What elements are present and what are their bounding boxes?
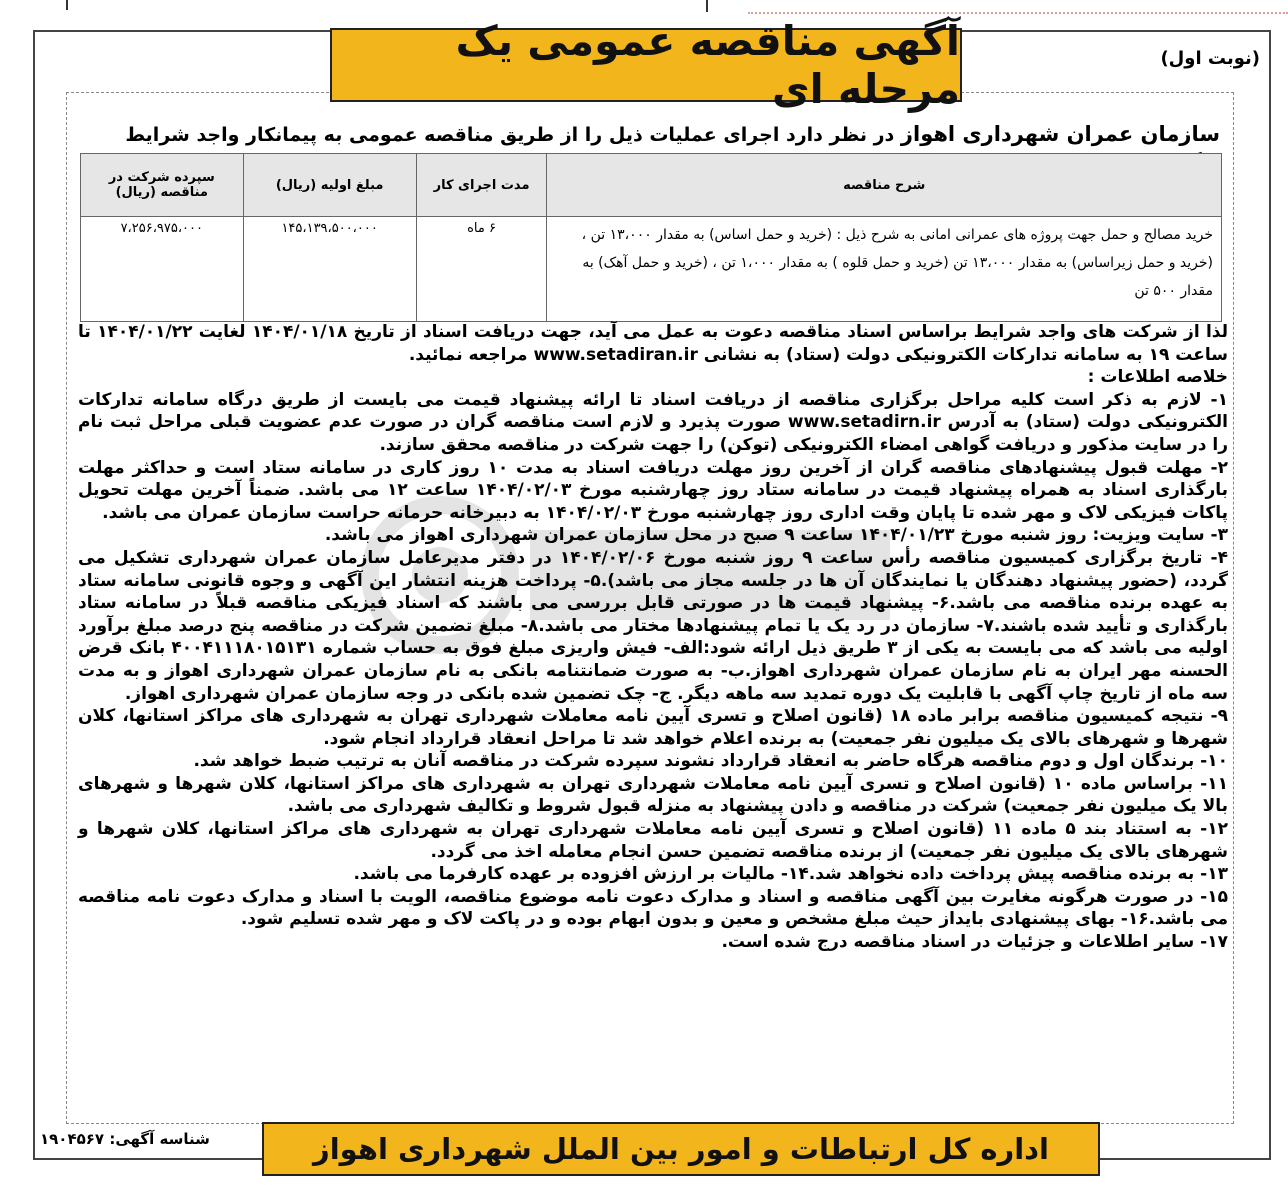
table-header-row — [81, 154, 1222, 217]
header-description: شرح مناقصه — [547, 154, 1222, 217]
invitation-paragraph: لذا از شرکت های واجد شرایط براساس اسناد مناقصه دعوت به عمل می آید، جهت دریافت اسناد از تاریخ ۱۴۰۴/۰۱/۱۸ لغایت ۱۴۰۴/۰۱/۲۲ تا ساعت ۱۹ به سامانه تدارکات الکترونیکی دولت (ستاد) به نشانی www.setadiran.ir مراجعه نمائید. — [78, 322, 1228, 365]
top-divider-left — [66, 0, 68, 10]
clause-4-8: ۴- تاریخ برگزاری کمیسیون مناقصه رأس ساعت ۹ روز شنبه مورخ ۱۴۰۴/۰۲/۰۶ در دفتر مدیرعامل سازمان عمران شهرداری تشکیل می گردد، (حضور پیشنهاد دهندگان یا نمایندگان آن ها در جلسه مجاز می باشد).۵- پرداخت هزینه انتشار این آگهی و وجوه قانونی سامانه ستاد به عهده برنده مناقصه می باشد.۶- پیشنهاد قیمت ها در صورتی قابل بررسی می باشند که اسناد فیزیکی مناقصه قبلاً در سامانه ستاد بارگذاری و تأیید شده باشند.۷- سازمان در رد یک یا تمام پیشنهادها مختار می باشد.۸- مبلغ تضمین شرکت در مناقصه پنج درصد مبلغ برآورد اولیه می باشد که می بایست به یکی از ۳ طریق ذیل ارائه شود:الف- فیش واریزی مبلغ فوق به حساب شماره ۴۰۰۴۱۱۱۸۰۱۵۱۳۱ بانک قرض الحسنه مهر ایران به نام سازمان عمران شهرداری اهواز.ب- به صورت ضمانتنامه بانکی به نام سازمان عمران شهرداری اهواز و به مدت سه ماه از تاریخ چاپ آگهی با قابلیت یک دوره تمدید سه ماهه دیگر. ج- چک تضمین شده بانکی در وجه سازمان عمران شهرداری اهواز. — [78, 547, 1229, 704]
header-deposit: سپرده شرکت در مناقصه (ریال) — [81, 154, 244, 217]
clause-15-16: ۱۵- در صورت هرگونه مغایرت بین آگهی مناقصه و اسناد و مدارک دعوت نامه موضوع مناقصه، الویت با اسناد و مدارک دعوت نامه مناقصه می باشد.۱۶- بهای پیشنهادی بایداز حیث مبلغ مشخص و معین و بدون ابهام بوده و در پاکت لاک و مهر شده تسلیم شود. — [78, 886, 1228, 930]
clause-17: ۱۷- سایر اطلاعات و جزئیات در اسناد مناقصه درج شده است. — [721, 932, 1228, 953]
tender-table — [80, 153, 1222, 322]
clause-2: ۲- مهلت قبول پیشنهادهای مناقصه گران از آخرین روز مهلت دریافت اسناد به مدت ۱۰ روز کاری در سامانه ستاد است و حداکثر مهلت بارگذاری اسناد به همراه پیشنهاد قیمت در سامانه ستاد روز چهارشنبه مورخ ۱۴۰۴/۰۲/۰۳ ساعت ۱۲ می باشد. ضمناً آخرین مهلت تحویل پاکات فیزیکی لاک و مهر شده تا پایان وقت اداری روز چهارشنبه مورخ ۱۴۰۴/۰۲/۰۳ به دبیرخانه حرمانه حراست سازمان عمران می باشد. — [78, 457, 1229, 523]
top-dotted-rule — [748, 0, 1288, 14]
clause-13-14: ۱۳- به برنده مناقصه پیش پرداخت داده نخواهد شد.۱۴- مالیات بر ارزش افزوده بر عهده کارفرما می باشد. — [353, 864, 1228, 885]
clause-10: ۱۰- برندگان اول و دوم مناقصه هرگاه حاضر به انعقاد قرارداد نشوند سپرده شرکت در مناقصه آنان به ترتیب ضبط خواهد شد. — [193, 751, 1228, 772]
header-duration: مدت اجرای کار — [416, 154, 547, 217]
clause-1: ۱- لازم به ذکر است کلیه مراحل برگزاری مناقصه از دریافت اسناد تا ارائه پیشنهاد قیمت می بایست از طریق درگاه سامانه تدارکات الکترونیکی دولت (ستاد) به آدرس www.setadirn.ir صورت پذیرد و لازم است مناقصه گران در صورت عدم عضویت قبلی مراحل ثبت نام را در سایت مذکور و دریافت گواهی امضاء الکترونیکی (توکن) را جهت شرکت در مناقصه محقق سازند. — [78, 389, 1228, 455]
clause-9: ۹- نتیجه کمیسیون مناقصه برابر ماده ۱۸ (قانون اصلاح و تسری آیین نامه معاملات شهرداری تهران به شهرداری های مراکز استانها، کلان شهرها و شهرهای بالای یک میلیون نفر جمعیت) به برنده اعلام خواهد شد تا مراحل انعقاد قرارداد انجام شود. — [78, 706, 1228, 749]
header-amount: مبلغ اولیه (ریال) — [243, 154, 416, 217]
table-row — [81, 217, 1222, 322]
clause-12: ۱۲- به استناد بند ۵ ماده ۱۱ (قانون اصلاح و تسری آیین نامه معاملات شهرداری تهران به شهرداری های مراکز استانها، کلان شهرها و شهرهای بالای یک میلیون نفر جمعیت) از برنده مناقصه تضمین حسن انجام معامله اخذ می گردد. — [78, 819, 1228, 862]
round-label: (نوبت اول) — [1160, 48, 1260, 69]
notice-id: شناسه آگهی: ۱۹۰۴۵۶۷ — [40, 1130, 210, 1148]
intro-text: در نظر دارد اجرای عملیات ذیل را از طریق مناقصه عمومی به پیمانکار واجد شرایط — [125, 124, 895, 146]
top-divider — [706, 0, 708, 12]
footer-title: اداره کل ارتباطات و امور بین الملل شهرداری اهواز — [262, 1122, 1100, 1176]
page-title: آگهی مناقصه عمومی یک مرحله ای — [330, 28, 962, 102]
row-amount: ۱۴۵،۱۳۹،۵۰۰،۰۰۰ — [243, 217, 416, 322]
notice-body — [78, 321, 1228, 954]
clause-3: ۳- سایت ویزیت: روز شنبه مورخ ۱۴۰۴/۰۱/۲۳ ساعت ۹ صبح در محل سازمان عمران شهرداری اهواز می باشد. — [324, 525, 1228, 546]
row-description: خرید مصالح و حمل جهت پروژه های عمرانی امانی به شرح ذیل : (خرید و حمل اساس) به مقدار ۱۳،۰۰۰ تن ، (خرید و حمل زیراساس) به مقدار ۱۳،۰۰۰ تن (خرید و حمل قلوه ) به مقدار ۱،۰۰۰ تن ، (خرید و حمل آهک) به مقدار ۵۰۰ تن — [547, 217, 1222, 322]
clause-11: ۱۱- براساس ماده ۱۰ (قانون اصلاح و تسری آیین نامه معاملات شهرداری تهران به شهرداری های مراکز استانها، کلان شهرها و شهرهای بالا یک میلیون نفر جمعیت) شرکت در مناقصه و دادن پیشنهاد به منزله قبول شروط و تکالیف شهرداری می باشد. — [78, 773, 1228, 817]
row-deposit: ۷،۲۵۶،۹۷۵،۰۰۰ — [81, 217, 244, 322]
summary-heading: خلاصه اطلاعات : — [1087, 367, 1228, 388]
row-duration: ۶ ماه — [416, 217, 547, 322]
organization-name: سازمان عمران شهرداری اهواز — [900, 122, 1220, 146]
